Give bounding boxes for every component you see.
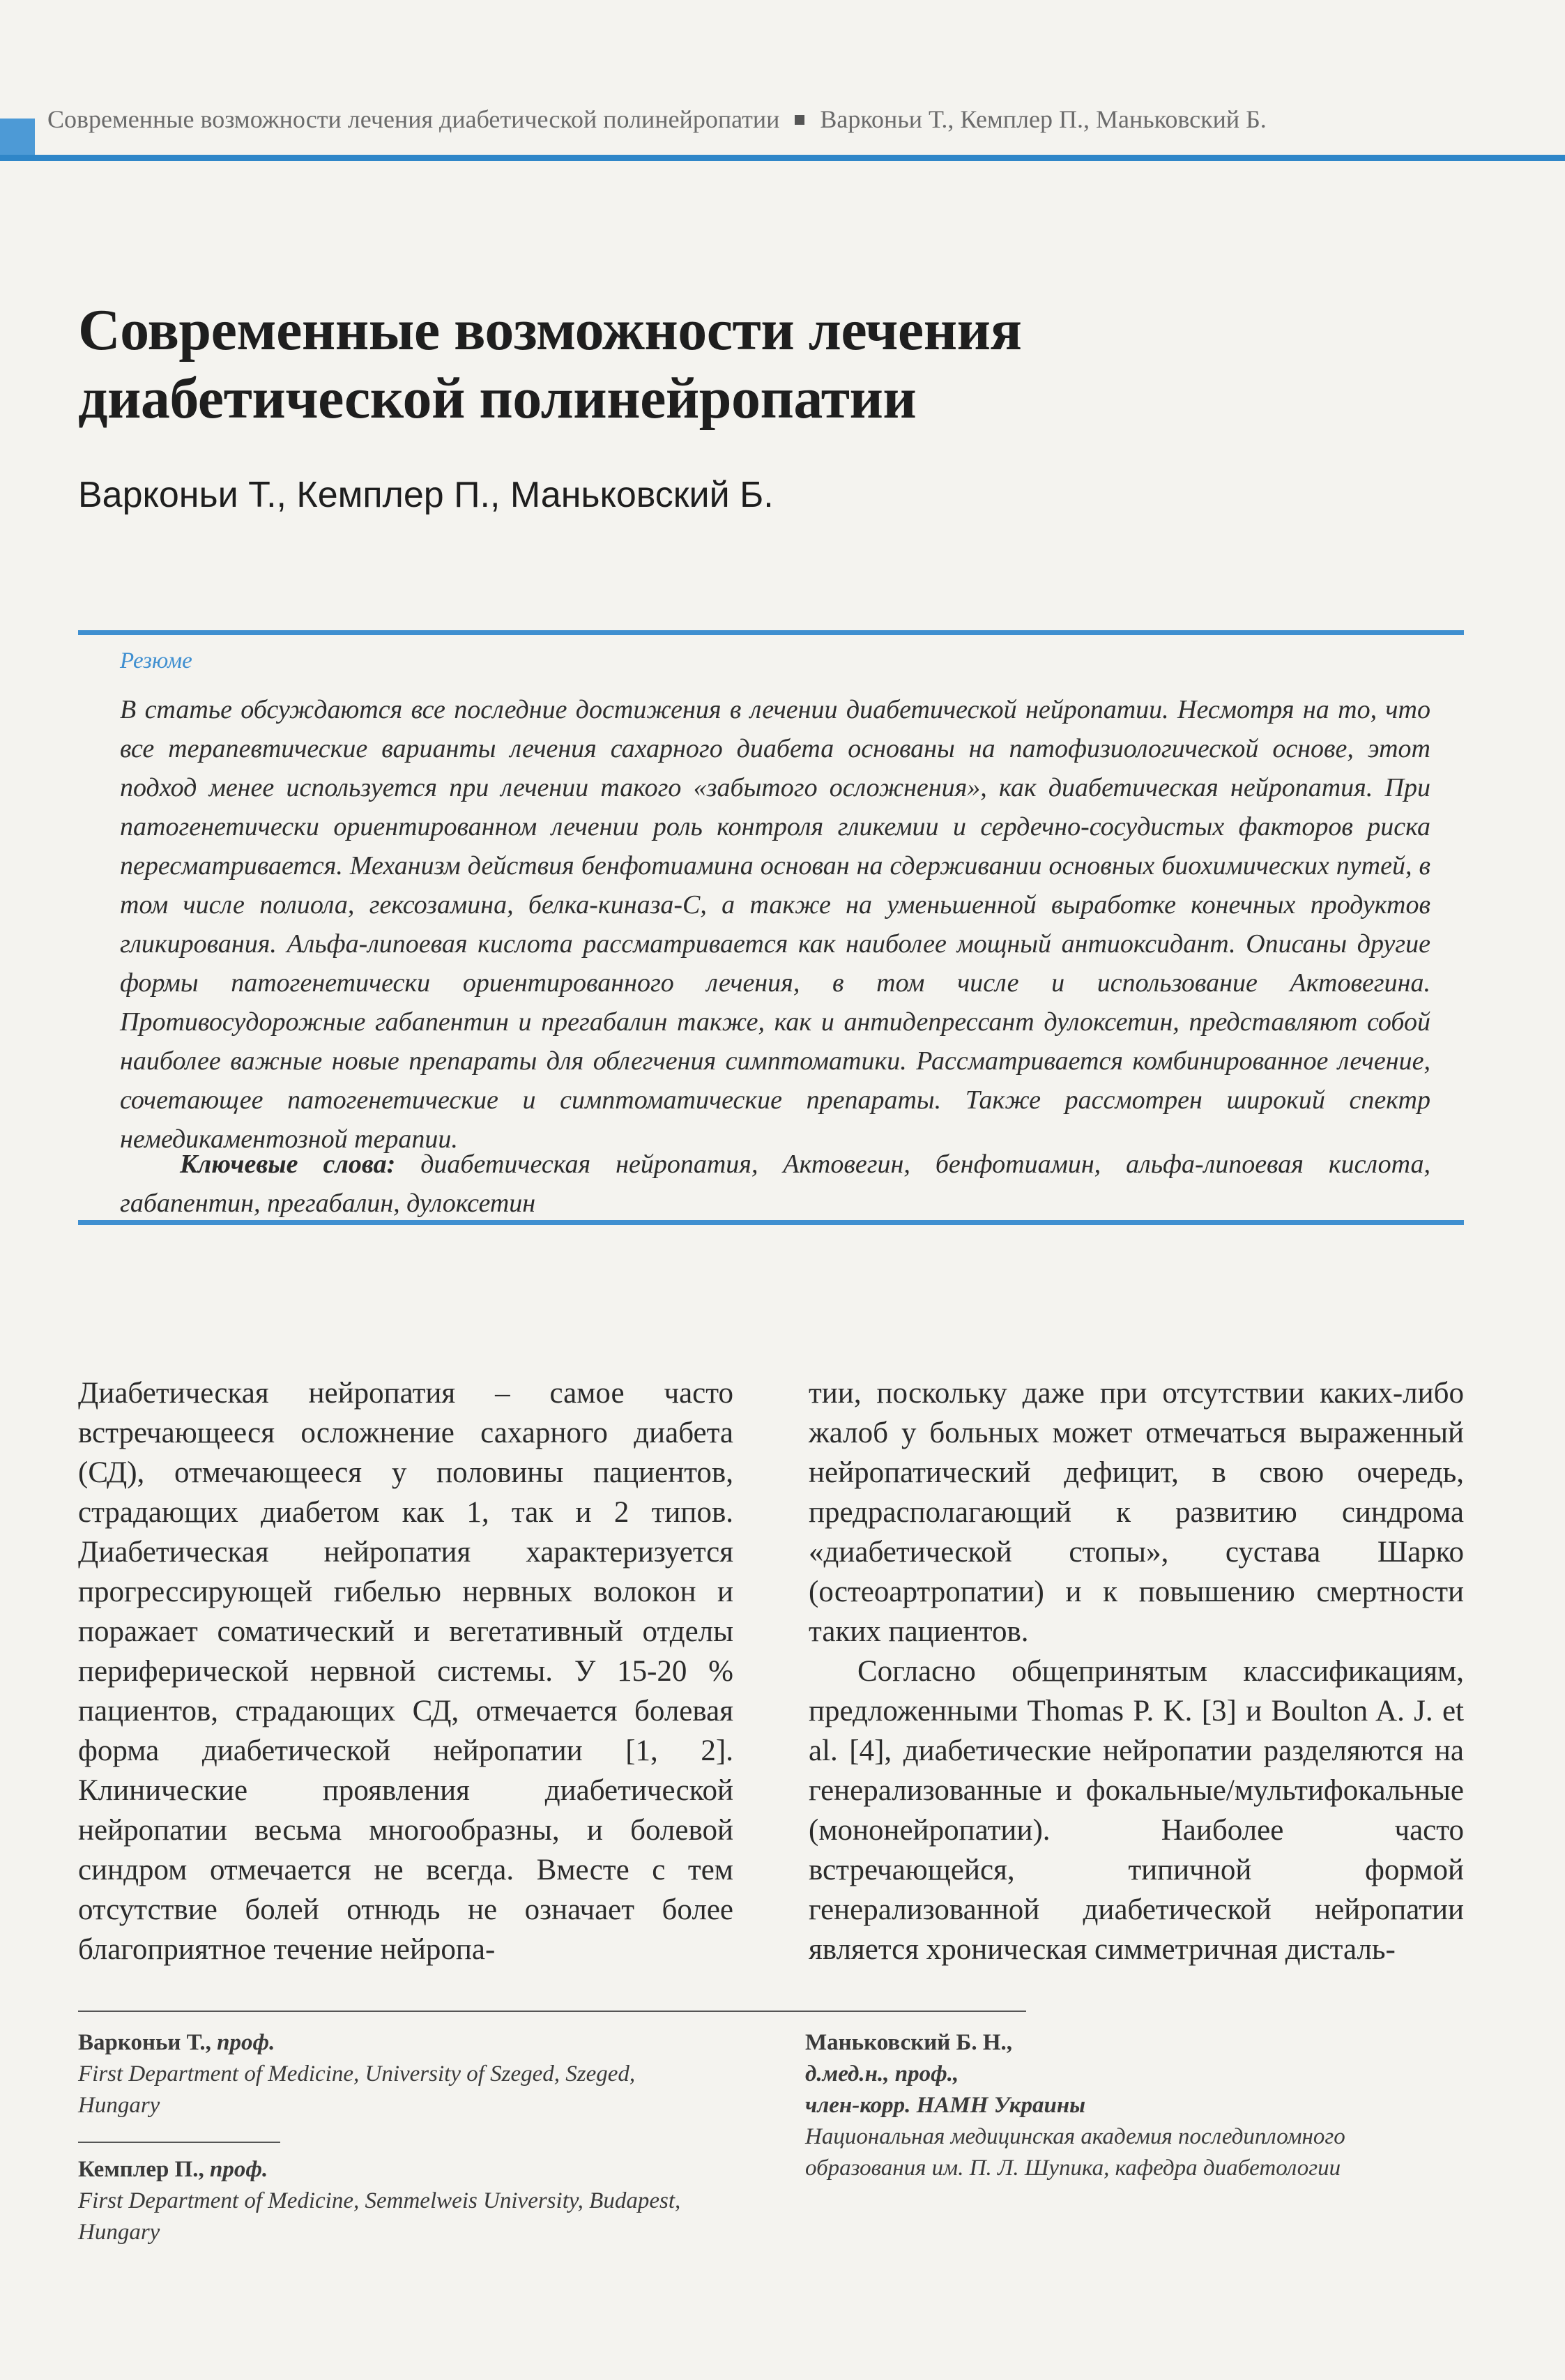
affiliation-institution: Национальная медицинская академия последипломного образования им. П. Л. Шупика, кафедра диабетологии <box>805 2124 1345 2181</box>
abstract-heading: Резюме <box>120 648 192 673</box>
header-rule <box>0 155 1565 161</box>
affiliation-kempler <box>78 2154 705 2248</box>
affiliation-title: проф. <box>210 2157 268 2182</box>
abstract-text: В статье обсуждаются все последние достижения в лечении диабетической нейропатии. Несмотря на то, что все терапевтические варианты лечения сахарного диабета основаны на патофизиологической основе, этот подход менее используется при лечении такого «забытого осложнения», как диабетическая нейропатия. При патогенетически ориентированном лечении роль контроля гликемии и сердечно-сосудистых факторов риска пересматривается. Механизм действия бенфотиамина основан на сдерживании основных биохимических путей, в том числе полиола, гексозамина, белка-киназа-С, а также на уменьшенной выработке конечных продуктов гликирования. Альфа-липоевая кислота рассматривается как наиболее мощный антиоксидант. Описаны другие формы патогенетически ориентированного лечения, в том числе и использование Актовегина. Противосудорожные габапентин и прегабалин также, как и антидепрессант дулоксетин, представляют собой наиболее важные новые препараты для облегчения симптоматики. Рассматривается комбинированное лечение, сочетающее патогенетические и симптоматические препараты. Также рассмотрен широкий спектр немедикаментозной терапии. <box>120 695 1430 1154</box>
abstract-top-rule <box>78 630 1464 635</box>
affiliation-degrees: д.мед.н., проф., <box>805 2061 959 2087</box>
body-column-left <box>78 1373 733 1969</box>
affiliation-name: Маньковский Б. Н., <box>805 2030 1013 2055</box>
affiliation-name: Варконьи Т., <box>78 2030 211 2055</box>
body-paragraph: Согласно общепринятым классификациям, предложенными Thomas P. K. [3] и Boulton A. J. et al. [4], диабетические нейропатии разделяются на генерализованные и фокальные/мультифокальные (мононейропатии). Наиболее часто встречающейся, типичной формой генерализованной диабетической нейропатии является хроническая симметричная дисталь- <box>809 1655 1464 1966</box>
article-title <box>78 296 1193 433</box>
body-paragraph: Диабетическая нейропатия – самое часто встречающееся осложнение сахарного диабета (СД), отмечающееся у половины пациентов, страдающих диабетом как 1, так и 2 типов. Диабетическая нейропатия характеризуется прогрессирующей гибелью нервных волокон и поражает соматический и вегетативный отделы периферической нервной системы. У 15-20 % пациентов, страдающих СД, отмечается болевая форма диабетической нейропатии [1, 2]. Клинические проявления диабетической нейропатии весьма многообразны, и болевой синдром отмечается не всегда. Вместе с тем отсутствие болей отнюдь не означает более благоприятное течение нейропа- <box>78 1377 733 1966</box>
affiliation-title: проф. <box>217 2030 275 2055</box>
running-header <box>47 105 1469 134</box>
article-authors: Варконьи Т., Кемплер П., Маньковский Б. <box>78 475 774 515</box>
article-title-line-1: Современные возможности лечения <box>78 298 1022 363</box>
affiliations-rule <box>78 2011 1026 2012</box>
keywords-text: диабетическая нейропатия, Актовегин, бенфотиамин, альфа-липоевая кислота, габапентин, прегабалин, дулоксетин <box>120 1150 1430 1218</box>
square-bullet-icon <box>795 115 804 125</box>
article-title-line-2: диабетической полинейропатии <box>78 366 917 431</box>
affiliation-mankovsky <box>805 2027 1433 2184</box>
affiliation-institution: First Department of Medicine, University of Szeged, Szeged, Hungary <box>78 2061 636 2118</box>
body-column-right <box>809 1373 1464 1969</box>
abstract-bottom-rule <box>78 1220 1464 1225</box>
affiliation-name: Кемплер П., <box>78 2157 204 2182</box>
body-paragraph: тии, поскольку даже при отсутствии каких-либо жалоб у больных может отмечаться выраженный нейропатический дефицит, в свою очередь, предрасполагающий к развитию синдрома «диабетической стопы», сустава Шарко (остеоартропатии) и к повышению смертности таких пациентов. <box>809 1377 1464 1648</box>
affiliation-institution: First Department of Medicine, Semmelweis University, Budapest, Hungary <box>78 2188 681 2245</box>
affiliation-varkonyi <box>78 2027 705 2121</box>
running-header-title: Современные возможности лечения диабетической полинейропатии <box>47 105 780 133</box>
corner-tab <box>0 119 35 155</box>
affiliation-divider <box>78 2142 280 2143</box>
keywords <box>120 1145 1430 1223</box>
running-header-authors: Варконьи Т., Кемплер П., Маньковский Б. <box>820 105 1267 133</box>
affiliation-membership: член-корр. НАМН Украины <box>805 2093 1086 2118</box>
keywords-label: Ключевые слова: <box>180 1150 396 1179</box>
